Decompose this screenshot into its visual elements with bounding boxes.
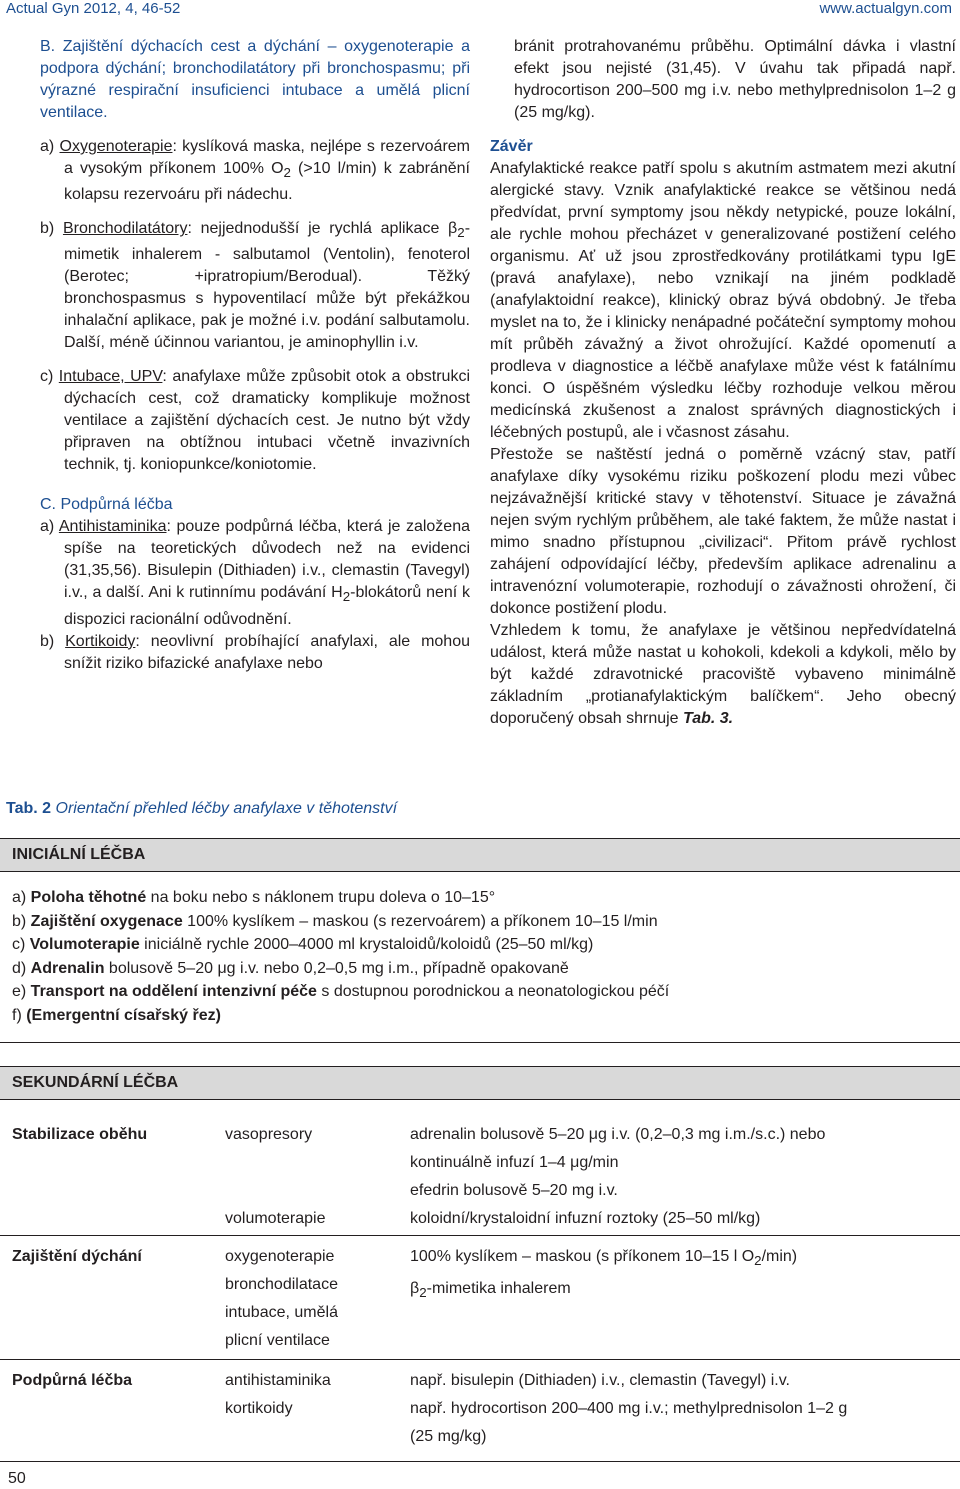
row-detail bbox=[410, 1121, 955, 1233]
detail-line: efedrin bolusově 5–20 mg i.v. bbox=[410, 1182, 618, 1199]
item-b-text-2: -mimetik inhalerem - salbutamol (Ventolin), fenoterol (Berotec; +ipratropium/Berodual). Těžký bronchospasmus s hypoventilací může být překážkou inhalační aplikace, pak je možné i.v. podání salbutamolu. Další, méně účinnou variantou, je aminophyllin i.v. bbox=[64, 220, 471, 352]
conclusion-paragraph-2: Přestože se naštěstí jedná o poměrně vzácný stav, patří anafylaxe díky vysokému riziku poškození plodu mezi vůbec nejzávažnější kritické stavy v těhotenství. Situace je závažná nejen svým rychlým průběhem, ale také faktem, že může nastat i mimo snadno přístupnou „civilizaci“. Přitom právě rychlost zahájení odpovídající léčby, především aplikace adrenalinu a intravenózní volumoterapie, rozhodují o závažnosti ohrožení, či dokonce postižení plodu. bbox=[490, 446, 956, 617]
item-a-term: Oxygenoterapie bbox=[59, 138, 173, 155]
item-b-subscript: 2 bbox=[457, 225, 465, 241]
detail-text: β bbox=[410, 1280, 420, 1298]
conclusion-heading: Závěr bbox=[490, 138, 533, 155]
item-ca-subscript: 2 bbox=[342, 589, 351, 605]
item-a-text-1: : kyslíková maska, nejlépe s rezervoárem a vysokým příkonem 100% O bbox=[64, 138, 471, 177]
detail-subscript: 2 bbox=[754, 1253, 762, 1269]
list-item-prefix: d) bbox=[12, 959, 31, 977]
item-b-bronchodilators bbox=[40, 218, 470, 354]
table-caption-text: Orientační přehled léčby anafylaxe v těhotenství bbox=[51, 800, 398, 817]
item-b-text-1: : nejjednodušší je rychlá aplikace β bbox=[187, 220, 458, 238]
secondary-treatment-box bbox=[0, 1066, 960, 1462]
row-category bbox=[225, 1367, 405, 1423]
category-line: intubace, umělá bbox=[225, 1304, 338, 1321]
detail-text: /min) bbox=[761, 1248, 798, 1265]
row-category bbox=[225, 1243, 405, 1355]
section-b-text: – oxygenoterapie a podpora dýchání; bronchodilatátory při bronchospasmu; při výrazné respirační insuficienci intubace a umělá plicní ventilace. bbox=[40, 38, 470, 121]
list-item-prefix: b) bbox=[12, 912, 31, 930]
item-a-prefix: a) bbox=[40, 138, 60, 155]
item-c-prefix: c) bbox=[40, 368, 59, 386]
detail-line: např. bisulepin (Dithiaden) i.v., clemastin (Tavegyl) i.v. bbox=[410, 1372, 790, 1389]
initial-treatment-box bbox=[0, 838, 960, 1043]
row-detail bbox=[410, 1367, 955, 1451]
left-column bbox=[40, 36, 470, 675]
list-item bbox=[12, 980, 948, 1004]
initial-treatment-title: INICIÁLNÍ LÉČBA bbox=[0, 839, 960, 872]
detail-text: -mimetika inhalerem bbox=[426, 1280, 571, 1298]
list-item bbox=[12, 957, 948, 981]
row-detail bbox=[410, 1243, 955, 1307]
list-item-text: 100% kyslíkem – maskou (s rezervoárem) a příkonem 10–15 l/min bbox=[182, 912, 658, 930]
item-a-subscript: 2 bbox=[283, 165, 291, 181]
row-category bbox=[225, 1121, 405, 1233]
continued-paragraph: bránit protrahovanému průběhu. Optimální dávka i vlastní efekt jsou nejisté (31,45). V úvahu tak připadá např. hydrocortison 200–500 mg i.v. nebo methylprednisolon 1–2 g (25 mg/kg). bbox=[514, 38, 956, 121]
table-3-reference: Tab. 3. bbox=[683, 710, 734, 727]
detail-line: (25 mg/kg) bbox=[410, 1428, 487, 1445]
row-label: Zajištění dýchání bbox=[12, 1248, 142, 1265]
list-item-prefix: f) bbox=[12, 1006, 27, 1024]
item-cb-prefix: b) bbox=[40, 632, 66, 650]
detail-line: např. hydrocortison 200–400 mg i.v.; methylprednisolon 1–2 g bbox=[410, 1400, 848, 1417]
list-item bbox=[12, 1004, 948, 1028]
list-item-text: na boku nebo s náklonem trupu doleva o 10–15° bbox=[146, 889, 496, 906]
list-item-bold: Transport na oddělení intenzivní péče bbox=[30, 983, 317, 1000]
item-cb-text: : neovlivní probíhající anafylaxi, ale mohou snížit riziko bifazické anafylaxe nebo bbox=[64, 632, 470, 672]
list-item-prefix: c) bbox=[12, 936, 30, 953]
section-b-paragraph bbox=[40, 36, 470, 124]
table-caption-label: Tab. 2 bbox=[6, 800, 52, 817]
category-spacer bbox=[225, 1149, 405, 1205]
list-item-text: bolusově 5–20 μg i.v. nebo 0,2–0,5 mg i.m., případně opakovaně bbox=[104, 959, 569, 977]
list-item-bold: Zajištění oxygenace bbox=[30, 912, 183, 930]
detail-line: koloidní/krystaloidní infuzní roztoky (25–50 ml/kg) bbox=[410, 1210, 761, 1227]
item-ca-text-1: : pouze podpůrná léčba, která je založena spíše na teoretických důvodech než na evidenci (31,35,56). Bisulepin (Dithiaden) i.v., clemastin (Tavegyl) i.v., a další. Ani k rutinnímu podávání H bbox=[64, 518, 471, 602]
list-item bbox=[12, 886, 948, 910]
item-cb-corticoids bbox=[40, 631, 470, 675]
category-line: vasopresory bbox=[225, 1126, 313, 1143]
row-label: Stabilizace oběhu bbox=[12, 1126, 148, 1143]
category-line: plicní ventilace bbox=[225, 1332, 330, 1349]
list-item-bold: Poloha těhotné bbox=[30, 889, 147, 906]
item-ca-term: Antihistaminika bbox=[58, 518, 167, 536]
section-b-title: B. Zajištění dýchacích cest a dýchání bbox=[40, 38, 320, 55]
detail-line: kontinuálně infuzí 1–4 μg/min bbox=[410, 1154, 619, 1171]
journal-reference: Actual Gyn 2012, 4, 46-52 bbox=[6, 0, 181, 17]
item-c-text: : anafylaxe může způsobit otok a obstrukci dýchacích cest, což dramaticky komplikuje možnost ventilace a zajištění dýchacích cest. Je nutno být vždy připraven na obtížnou intubaci včetně invazivních technik, tj. koniopunkce/koniotomie. bbox=[64, 368, 471, 474]
category-line: kortikoidy bbox=[225, 1400, 293, 1417]
item-b-term: Bronchodilatátory bbox=[62, 220, 188, 238]
page-number: 50 bbox=[8, 1470, 26, 1487]
item-c-intubation bbox=[40, 366, 470, 476]
item-cb-term: Kortikoidy bbox=[65, 632, 136, 650]
conclusion-paragraph-1: Anafylaktické reakce patří spolu s akutním astmatem mezi akutní alergické stavy. Vznik anafylaktické reakce se většinou nedá předvídat, první symptomy jsou někdy netypické, pouze lokální, ale rychle mohou přecházet v generalizované postižení celého organismu. Ať už jsou zprostředkovány protilátkami typu IgE (pravá anafylaxe), nebo vznikají na jiném podkladě (anafylaktoidní reakce), klinický obraz bývá obdobný. Je třeba myslet na to, že i klinicky nenápadné počáteční symptomy mohou mít průběh závažný a život ohrožující. Každé opomenutí a prodleva v diagnostice a léčbě anafylaxe může vést k fatálnímu konci. O úspěšném výsledku léčby rozhoduje velkou měrou medicínská zkušenost a znalost správných diagnostických i léčebných postupů, ale i včasnost zásahu. bbox=[490, 160, 956, 441]
category-line: oxygenoterapie bbox=[225, 1248, 335, 1265]
list-item-text: s dostupnou porodnickou a neonatologickou péčí bbox=[316, 983, 670, 1000]
conclusion-paragraph-3-text: Vzhledem k tomu, že anafylaxe je většinou nepředvídatelná událost, která může nastat u kohokoli, kdekoli a kdykoli, mělo by být každé zdravotnické pracoviště vybaveno minimálně základním „protianafylaktickým balíčkem“. Jeho obecný doporučený obsah shrnuje bbox=[490, 622, 956, 727]
row-label: Podpůrná léčba bbox=[12, 1372, 133, 1389]
item-ca-prefix: a) bbox=[40, 518, 59, 536]
detail-line bbox=[410, 1243, 955, 1275]
row-divider bbox=[0, 1359, 960, 1360]
section-c-title: C. Podpůrná léčba bbox=[40, 496, 173, 514]
list-item bbox=[12, 933, 948, 957]
list-item-prefix: a) bbox=[12, 889, 31, 906]
detail-line bbox=[410, 1275, 955, 1307]
list-item-bold: (Emergentní císařský řez) bbox=[26, 1006, 221, 1024]
item-a-oxygenotherapy bbox=[40, 136, 470, 206]
category-line: bronchodilatace bbox=[225, 1276, 338, 1293]
conclusion-paragraph-3 bbox=[490, 620, 956, 730]
item-b-prefix: b) bbox=[40, 220, 63, 238]
item-c-term: Intubace, UPV bbox=[58, 368, 163, 386]
journal-url[interactable]: www.actualgyn.com bbox=[819, 0, 952, 17]
item-ca-antihistamines bbox=[40, 516, 470, 630]
item-a-text-2: (>10 l/min) k zabránění kolapsu rezervoáru při nádechu. bbox=[64, 160, 470, 204]
detail-text: 100% kyslíkem – maskou (s příkonem 10–15 l O bbox=[410, 1248, 755, 1265]
detail-subscript: 2 bbox=[419, 1285, 427, 1301]
secondary-treatment-title: SEKUNDÁRNÍ LÉČBA bbox=[0, 1067, 960, 1100]
row-divider bbox=[0, 1235, 960, 1236]
list-item-bold: Adrenalin bbox=[30, 959, 105, 977]
table-caption bbox=[6, 800, 397, 818]
list-item-text: iniciálně rychle 2000–4000 ml krystaloidů/koloidů (25–50 ml/kg) bbox=[139, 936, 594, 953]
section-c-heading-line bbox=[40, 494, 470, 516]
detail-line: adrenalin bolusově 5–20 μg i.v. (0,2–0,3 mg i.m./s.c.) nebo bbox=[410, 1126, 826, 1143]
category-line: antihistaminika bbox=[225, 1372, 331, 1389]
list-item bbox=[12, 910, 948, 934]
category-line: volumoterapie bbox=[225, 1210, 326, 1227]
initial-treatment-list bbox=[0, 872, 960, 1027]
item-ca-text-2: -blokátorů není k dispozici racionální odůvodnění. bbox=[64, 584, 470, 628]
list-item-prefix: e) bbox=[12, 983, 31, 1000]
list-item-bold: Volumoterapie bbox=[29, 936, 140, 953]
right-column bbox=[490, 36, 956, 730]
